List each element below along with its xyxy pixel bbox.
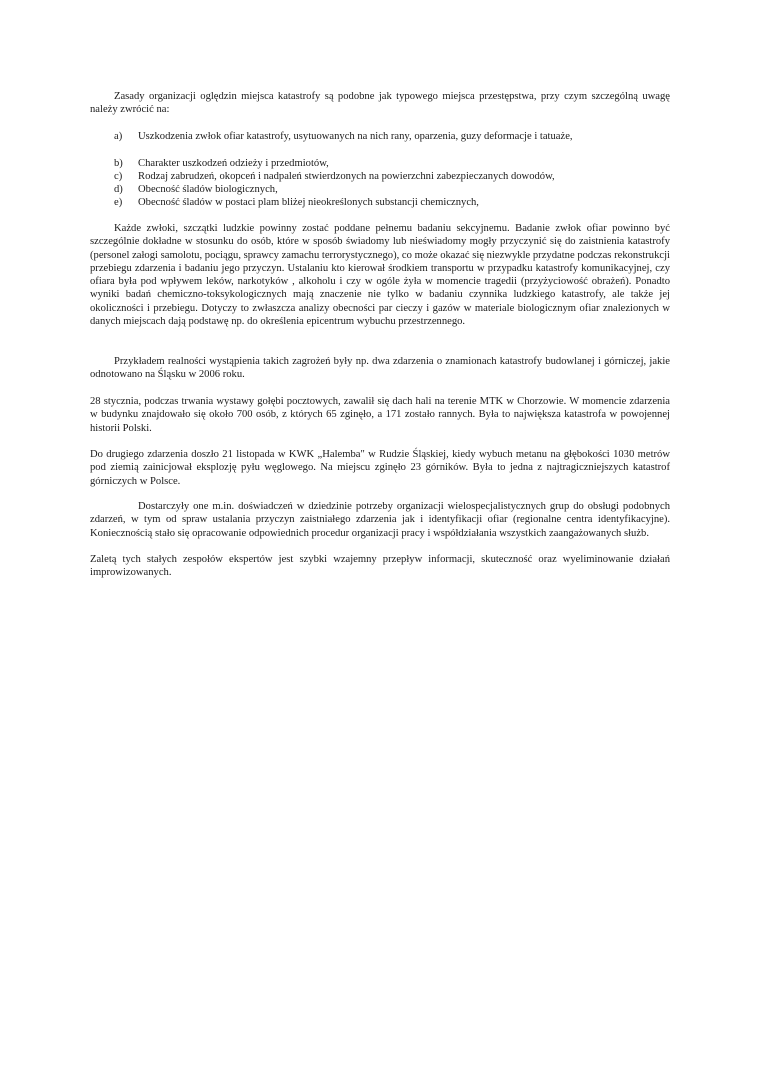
list-item xyxy=(90,157,670,170)
list-item-text: Rodzaj zabrudzeń, okopceń i nadpaleń stwierdzonych na powierzchni zabezpieczanych dowodów, xyxy=(138,170,555,182)
body-paragraph: 28 stycznia, podczas trwania wystawy gołębi pocztowych, zawalił się dach hali na terenie MTK w Chorzowie. W momencie zdarzenia w budynku znajdowało się około 700 osób, z których 65 zginęło, a 171 zostało rannych. Była to największa katastrofa w powojennej historii Polski. xyxy=(90,396,670,434)
list-item-text: Uszkodzenia zwłok ofiar katastrofy, usytuowanych na nich rany, oparzenia, guzy deformacje i tatuaże, xyxy=(138,131,573,142)
list-marker: c) xyxy=(114,170,123,182)
body-paragraph: Do drugiego zdarzenia doszło 21 listopada w KWK „Halemba" w Rudzie Śląskiej, kiedy wybuch metanu na głębokości 1030 metrów pod ziemią zainicjował eksplozję pyłu węglowego. Na miejscu zginęło 23 górników. Była to jedna z najtragiczniejszych katastrof górniczych w Polsce. xyxy=(90,449,670,487)
body-paragraph: Dostarczyły one m.in. doświadczeń w dziedzinie potrzeby organizacji wielospecjalistycznych grup do obsługi podobnych zdarzeń, w tym od spraw ustalania przyczyn zaistniałego zdarzenia jak i identyfikacji ofiar (regionalne centra identyfikacyjne). Koniecznością stało się opracowanie odpowiednich procedur organizacji pracy i współdziałania wszystkich zaangażowanych służb. xyxy=(90,501,670,539)
list-item xyxy=(90,196,670,209)
list-item-text: Charakter uszkodzeń odzieży i przedmiotów, xyxy=(138,157,329,169)
list-item xyxy=(90,130,670,143)
body-paragraph: Przykładem realności wystąpienia takich zagrożeń były np. dwa zdarzenia o znamionach katastrofy budowlanej i górniczej, jakie odnotowano na Śląsku w 2006 roku. xyxy=(90,356,670,381)
list-item xyxy=(90,170,670,183)
body-paragraph: Zaletą tych stałych zespołów ekspertów jest szybki wzajemny przepływ informacji, skuteczność oraz wyeliminowanie działań improwizowanych. xyxy=(90,554,670,579)
body-paragraph: Każde zwłoki, szczątki ludzkie powinny zostać poddane pełnemu badaniu sekcyjnemu. Badanie zwłok ofiar powinno być szczególnie dokładne w stosunku do osób, które w sposób świadomy lub nieświadomy mogły przyczynić się do zaistnienia katastrofy (personel załogi samolotu, pociągu, sprawcy zamachu terrorystycznego), co może okazać się niezwykle przydatne podczas rekonstrukcji przebiegu zdarzenia i badaniu jego przyczyn. Ustalaniu kto kierował środkiem transportu w przypadku katastrofy komunikacyjnej, czy ofiara była pod wpływem leków, narkotyków , alkoholu i czy w ogóle żyła w momencie tragedii (przyżyciowość obrażeń). Ponadto wyniki badań chemiczno-toksykologicznych mają znaczenie nie tylko w badaniu czynnika ludzkiego katastrofy, ale także jej okoliczności i przebiegu. Dotyczy to zwłaszcza analizy obecności par cieczy i gazów w materiale biologicznym ofiar znalezionych w danych miejscach dają podstawę np. do określenia epicentrum wybuchu przestrzennego. xyxy=(90,223,670,328)
list-marker: a) xyxy=(114,131,123,142)
intro-paragraph: Zasady organizacji oględzin miejsca katastrofy są podobne jak typowego miejsca przestępstwa, przy czym szczególną uwagę należy zwrócić na: xyxy=(90,91,670,116)
list-marker: e) xyxy=(114,197,123,209)
list-marker: d) xyxy=(114,184,123,196)
list-item xyxy=(90,183,670,196)
list-item-text: Obecność śladów w postaci plam bliżej nieokreślonych substancji chemicznych, xyxy=(138,197,479,209)
inspection-list xyxy=(90,130,670,210)
list-marker: b) xyxy=(114,157,123,169)
list-item-text: Obecność śladów biologicznych, xyxy=(138,184,278,196)
